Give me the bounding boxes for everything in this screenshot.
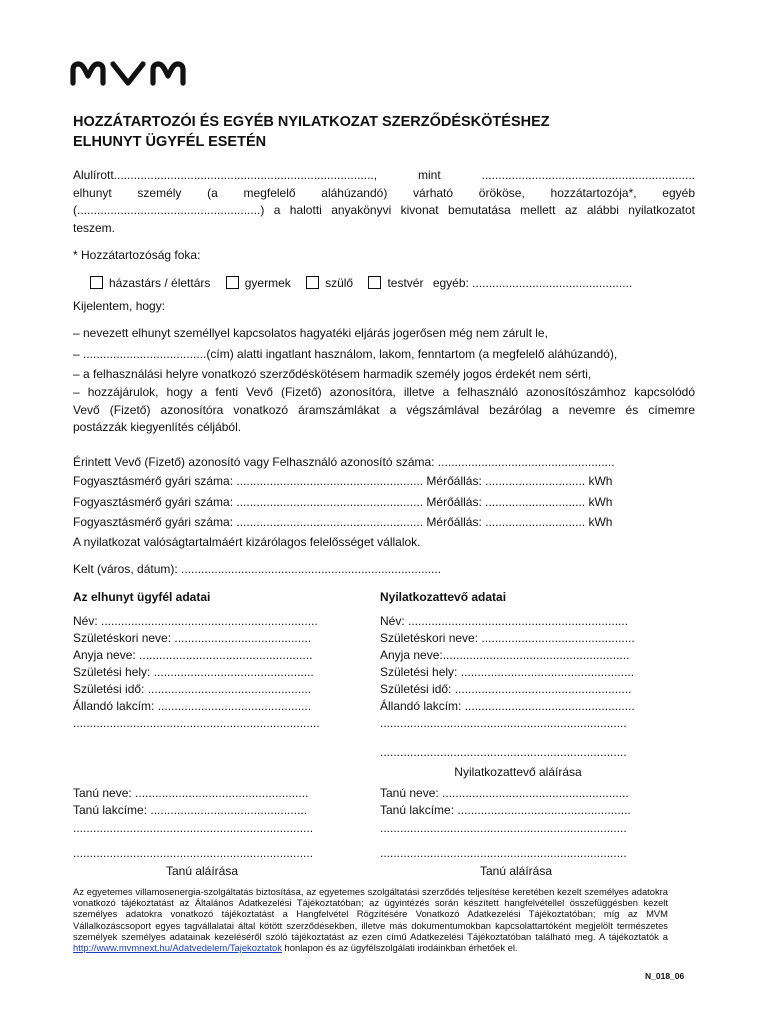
meter-row-1[interactable]: Fogyasztásmérő gyári száma: ........................................................ Mérőállás: .............................. kWh: [73, 474, 613, 488]
intro-line-2: elhunyt személy (a megfelelő aláhúzandó) várható örököse, hozzátartozója*, egyéb: [73, 185, 695, 200]
declarant-heading: Nyilatkozattevő adatai: [380, 590, 507, 604]
checkbox-spouse[interactable]: [90, 276, 103, 289]
meter-row-3[interactable]: Fogyasztásmérő gyári száma: ........................................................ Mérőállás: .............................. kWh: [73, 515, 613, 529]
deceased-birth-name-field[interactable]: Születéskori neve: .........................................: [73, 631, 312, 645]
option-child[interactable]: gyermek: [226, 276, 291, 290]
intro-line-3: (.......................................................) a halotti anyakönyvi kivonat bemutatása mellett az alábbi nyilatkozatot: [73, 203, 695, 217]
declaration-3: – a felhasználási helyre vonatkozó szerződéskötésem harmadik személy jogos érdekét nem sérti,: [73, 367, 592, 381]
privacy-link[interactable]: http://www.mvmnext.hu/Adatvedelem/Tajekoztatok: [73, 942, 282, 954]
privacy-notice: [73, 886, 668, 953]
title-line-2: ELHUNYT ÜGYFÉL ESETÉN: [73, 134, 267, 150]
declaration-4: [73, 384, 695, 437]
witness1-name-field[interactable]: Tanú neve: ....................................................: [73, 786, 309, 800]
responsibility-statement: A nyilatkozat valóságtartalmáért kizárólagos felelősséget vállalok.: [73, 535, 421, 549]
witness2-signature-line[interactable]: ..........................................................................: [380, 846, 627, 860]
deceased-birthplace-field[interactable]: Születési hely: ................................................: [73, 665, 314, 679]
checkbox-sibling[interactable]: [368, 276, 381, 289]
witness1-address-field[interactable]: Tanú lakcíme: ...............................................: [73, 803, 308, 817]
declarant-birthdate-field[interactable]: Születési idő: .....................................................: [380, 682, 632, 696]
declarant-address-extra-1[interactable]: ..........................................................................: [380, 716, 627, 730]
privacy-notice-text: Az egyetemes villamosenergia-szolgáltatás biztosítása, az egyetemes szolgáltatási szerződés teljesítése keretében kezelt személyes adatokra vonatkozó tájékoztatást az Általános Adatkezelési Tájékoztatóban; az ügyintézés során készített hangfelvétellel összefüggésben kezelt személyes adatokra vonatkozó tájékoztatást a Hangfelvétel Rögzítésére Vonatkozó Adatkezelési Tájékoztatóban; míg az MVM Vállalkozáscsoport egyes tagvállalatai által kötött szerződésekben, illetve más dokumentumokban kapcsolattartóként megjelölt természetes személyek személyes adatainak kezeléséről szóló tájékoztatást az ezen című Adatkezelési Tájékoztatóban található meg. A tájékoztatók a: [73, 886, 668, 942]
declarant-name-field[interactable]: Név: ..................................................................: [380, 614, 629, 628]
declaration-4-line-2: Vevő (Fizető) azonosítóra vonatkozó áramszámlákat a végszámlával bezárólag a nevemre és címemre: [73, 402, 695, 417]
customer-id-field[interactable]: Érintett Vevő (Fizető) azonosító vagy Felhasználó azonosító száma: .....................................................: [73, 455, 615, 469]
intro-line-4: teszem.: [73, 220, 116, 235]
declaration-2: – .....................................(cím) alatti ingatlant használom, lakom, fenntartom (a megfelelő aláhúzandó),: [73, 347, 618, 361]
option-other[interactable]: egyéb: ................................................: [432, 276, 633, 290]
relation-options: [90, 275, 632, 291]
relation-label: * Hozzátartozóság foka:: [73, 248, 201, 262]
declarant-birthplace-field[interactable]: Születési hely: ....................................................: [380, 665, 635, 679]
meter-row-2[interactable]: Fogyasztásmérő gyári száma: ........................................................ Mérőállás: .............................. kWh: [73, 495, 613, 509]
declaration-4-line-1: – hozzájárulok, hogy a fenti Vevő (Fizető) azonosítóra, illetve a felhasználó azonosítószámhoz kapcsolódó: [73, 385, 695, 399]
deceased-mother-name-field[interactable]: Anyja neve: ....................................................: [73, 648, 313, 662]
option-spouse[interactable]: házastárs / élettárs: [90, 276, 210, 290]
title-line-1: HOZZÁTARTOZÓI ÉS EGYÉB NYILATKOZAT SZERZŐDÉSKÖTÉSHEZ: [73, 114, 550, 130]
mvm-logo: [70, 60, 186, 86]
option-sibling[interactable]: testvér: [368, 276, 423, 290]
checkbox-parent[interactable]: [306, 276, 319, 289]
witness1-address-extra[interactable]: ........................................................................: [73, 821, 314, 835]
checkbox-child[interactable]: [226, 276, 239, 289]
document-code: N_018_06: [645, 971, 685, 981]
document-title: [73, 112, 693, 152]
witness2-signature-label: Tanú aláírása: [479, 864, 553, 878]
deceased-heading: Az elhunyt ügyfél adatai: [73, 590, 211, 604]
declarant-address-field[interactable]: Állandó lakcím: ...................................................: [380, 699, 635, 713]
witness2-name-field[interactable]: Tanú neve: ........................................................: [380, 786, 629, 800]
declaration-4-line-3: postázzák kiegyenlítés céljából.: [73, 420, 242, 434]
deceased-name-field[interactable]: Név: .................................................................: [73, 614, 318, 628]
privacy-notice-text-after: honlapon és az ügyfélszolgálati irodáinkban érhetőek el.: [281, 942, 518, 954]
declarant-birth-name-field[interactable]: Születéskori neve: ..............................................: [380, 631, 635, 645]
place-date-field[interactable]: Kelt (város, dátum): ..............................................................................: [73, 562, 442, 576]
witness1-signature-label: Tanú aláírása: [165, 864, 239, 878]
deceased-address-field[interactable]: Állandó lakcím: ..............................................: [73, 699, 312, 713]
intro-line-1: Alulírott.............................................................................., mint ................................................................: [73, 168, 695, 182]
intro-paragraph: [73, 167, 695, 237]
option-parent[interactable]: szülő: [306, 276, 353, 290]
deceased-birthdate-field[interactable]: Születési idő: .................................................: [73, 682, 312, 696]
deceased-address-extra[interactable]: ..........................................................................: [73, 716, 320, 730]
declare-label: Kijelentem, hogy:: [73, 299, 166, 313]
witness2-address-field[interactable]: Tanú lakcíme: ....................................................: [380, 803, 631, 817]
witness1-signature-line[interactable]: ........................................................................: [73, 846, 314, 860]
declarant-mother-name-field[interactable]: Anyja neve:........................................................: [380, 648, 630, 662]
declarant-signature-line[interactable]: ..........................................................................: [380, 745, 627, 759]
declarant-signature-label: Nyilatkozattevő aláírása: [454, 765, 582, 779]
declaration-1: – nevezett elhunyt személlyel kapcsolatos hagyatéki eljárás jogerősen még nem zárult le,: [73, 326, 548, 340]
witness2-address-extra[interactable]: ..........................................................................: [380, 821, 627, 835]
